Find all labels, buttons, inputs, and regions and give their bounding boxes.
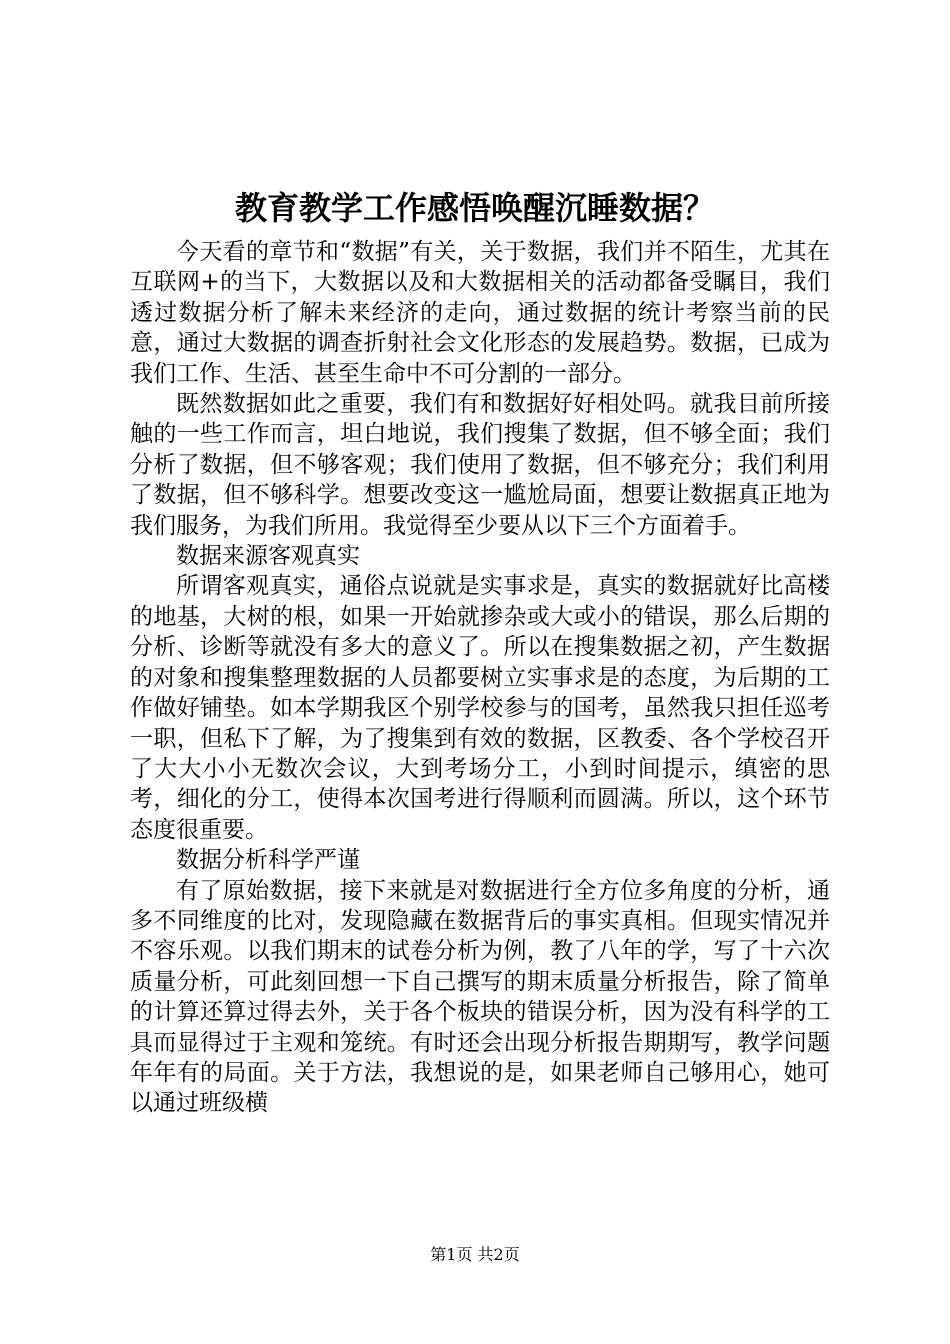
paragraph-data-source: 所谓客观真实，通俗点说就是实事求是，真实的数据就好比高楼的地基，大树的根，如果一开始就掺杂或大或小的错误，那么后期的分析、诊断等就没有多大的意义了。所以在搜集数据之初，产生数据的对象和搜集整理数据的人员都要树立实事求是的态度，为后期的工作做好铺垫。如本学期我区个别学校参与的国考，虽然我只担任巡考一职，但私下了解，为了搜集到有效的数据，区教委、各个学校召开了大大小小无数次会议，大到考场分工，小到时间提示，缜密的思考，细化的分工，使得本次国考进行得顺利而圆满。所以，这个环节态度很重要。 <box>130 573 830 843</box>
paragraph-intro: 今天看的章节和“数据”有关，关于数据，我们并不陌生，尤其在互联网+的当下，大数据以及和大数据相关的活动都备受瞩目，我们透过数据分析了解未来经济的走向，通过数据的统计考察当前的民意，通过大数据的调查折射社会文化形态的发展趋势。数据，已成为我们工作、生活、甚至生命中不可分割的一部分。 <box>130 239 830 387</box>
page-number-footer: 第1页 共2页 <box>430 1245 520 1264</box>
section-heading-data-source: 数据来源客观真实 <box>176 543 360 570</box>
section-heading-data-analysis: 数据分析科学严谨 <box>176 847 360 874</box>
document-body <box>130 237 830 1119</box>
paragraph-current-situation: 既然数据如此之重要，我们有和数据好好相处吗。就我目前所接触的一些工作而言，坦白地说，我们搜集了数据，但不够全面；我们分析了数据，但不够客观；我们使用了数据，但不够充分；我们利用了数据，但不够科学。想要改变这一尴尬局面，想要让数据真正地为我们服务，为我们所用。我觉得至少要从以下三个方面着手。 <box>130 391 830 539</box>
document-title: 教育教学工作感悟唤醒沉睡数据？ <box>234 189 715 227</box>
paragraph-data-analysis: 有了原始数据，接下来就是对数据进行全方位多角度的分析，通多不同维度的比对，发现隐藏在数据背后的事实真相。但现实情况并不容乐观。以我们期末的试卷分析为例，教了八年的学，写了十六次质量分析，可此刻回想一下自己撰写的期末质量分析报告，除了简单的计算还算过得去外，关于各个板块的错误分析，因为没有科学的工具而显得过于主观和笼统。有时还会出现分析报告期期写，教学问题年年有的局面。关于方法，我想说的是，如果老师自己够用心，她可以通过班级横 <box>130 877 830 1117</box>
